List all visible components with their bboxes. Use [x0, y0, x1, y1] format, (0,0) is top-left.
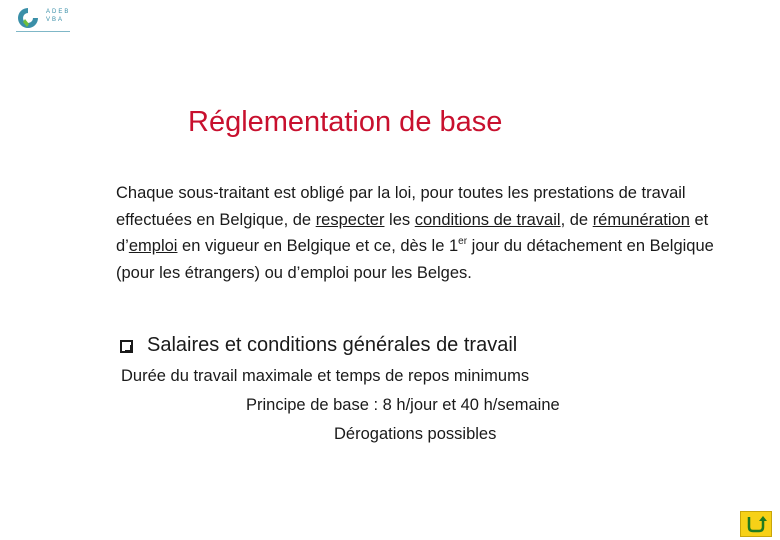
checkbox-bullet-icon	[120, 340, 133, 353]
nav-return-button[interactable]	[740, 511, 772, 537]
link-remuneration: rémunération	[592, 210, 690, 229]
section-line-3: Dérogations possibles	[334, 425, 497, 443]
section-line-1: Durée du travail maximale et temps de repos minimums	[121, 367, 530, 385]
link-conditions-de-travail: conditions de travail	[414, 210, 561, 229]
link-emploi: emploi	[128, 237, 178, 255]
logo-text: ADEB VBA	[46, 9, 71, 23]
intro-paragraph: Chaque sous-traitant est obligé par la loi, pour toutes les prestations de travail effectuées en Belgique, de respecter les conditions de travail, de rémunération et d’emploi en vigueur en Belgique et ce, dès le 1er jour du détachement en Belgique (pour les étrangers) ou d’emploi pour les Belges.	[116, 184, 714, 282]
slide-title: Réglementation de base	[188, 106, 503, 138]
logo-underline	[16, 31, 70, 32]
logo	[16, 6, 76, 36]
logo-icon	[16, 6, 40, 30]
link-respecter: respecter	[315, 210, 385, 229]
section-line-2: Principe de base : 8 h/jour et 40 h/semaine	[246, 396, 560, 414]
section-heading-text: Salaires et conditions générales de travail	[147, 334, 518, 356]
return-arrow-icon	[745, 515, 767, 533]
section-heading	[120, 334, 517, 357]
